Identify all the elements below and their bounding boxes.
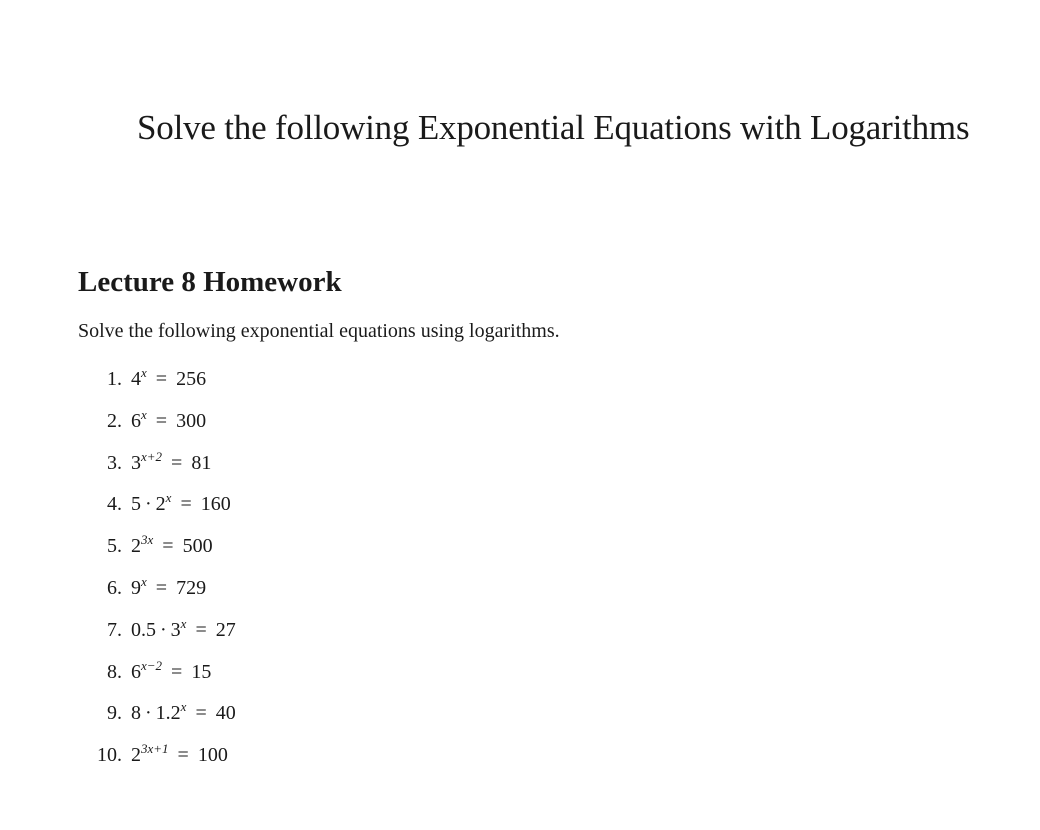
equation-rhs: 500: [182, 535, 213, 558]
instructions-text: Solve the following exponential equations using logarithms.: [78, 320, 560, 342]
equation-rhs: 81: [191, 451, 212, 474]
problem-number: 8.: [107, 660, 122, 683]
equation-rhs: 300: [176, 409, 207, 432]
problem-number: 3.: [107, 451, 122, 474]
problem-equation: [131, 448, 212, 475]
equation-exponent: x+2: [141, 448, 163, 464]
equation-coefficient: 8: [131, 702, 141, 725]
problem-equation: [131, 657, 212, 684]
equation-exponent: x: [180, 615, 187, 631]
equation-base: 2: [131, 535, 141, 558]
problem-number: 10.: [97, 744, 122, 767]
equation-exponent: x: [141, 365, 147, 380]
equals-sign: =: [157, 535, 179, 558]
equals-sign: =: [172, 744, 194, 767]
equals-sign: =: [150, 368, 173, 390]
problem-equation: [131, 532, 213, 558]
section-heading: Lecture 8 Homework: [78, 266, 342, 298]
problem-number: 9.: [107, 702, 122, 725]
equation-coefficient: 5: [131, 493, 141, 516]
equation-rhs: 256: [176, 368, 207, 390]
equation-rhs: 729: [176, 576, 207, 599]
equals-sign: =: [166, 660, 188, 683]
equation-base: 4: [131, 368, 141, 390]
equation-base: 1.2: [155, 702, 181, 725]
equals-sign: =: [190, 618, 212, 641]
equals-sign: =: [166, 451, 188, 474]
equation-base: 2: [131, 744, 141, 767]
problem-number: 2.: [107, 409, 122, 432]
equation-exponent: x: [180, 699, 187, 715]
problem-number: 6.: [107, 576, 122, 599]
equals-sign: =: [175, 493, 197, 516]
equation-coefficient: 0.5: [131, 618, 156, 641]
multiply-dot: ·: [160, 618, 167, 641]
problem-number: 1.: [107, 368, 122, 390]
problem-number: 7.: [107, 618, 122, 641]
equals-sign: =: [150, 576, 173, 599]
equation-exponent: 3x: [141, 532, 154, 548]
problem-equation: [131, 573, 207, 600]
equation-base: 3: [170, 618, 181, 641]
equation-rhs: 40: [215, 702, 236, 725]
equation-base: 6: [131, 409, 141, 432]
equation-rhs: 160: [200, 493, 231, 516]
equals-sign: =: [190, 702, 212, 725]
equals-sign: =: [150, 409, 173, 432]
multiply-dot: ·: [145, 702, 152, 725]
document-title: Solve the following Exponential Equations with Logarithms: [137, 108, 970, 147]
equation-rhs: 15: [191, 660, 212, 683]
problem-equation: [131, 741, 228, 767]
problem-number: 4.: [107, 493, 122, 516]
equation-exponent: x: [141, 406, 147, 422]
equation-base: 3: [131, 451, 141, 474]
problem-equation: [131, 699, 236, 725]
equation-exponent: x: [141, 573, 147, 589]
equation-base: 9: [131, 576, 141, 599]
problem-equation: [131, 490, 231, 516]
equation-rhs: 27: [215, 618, 236, 641]
problem-equation: [131, 365, 207, 391]
equation-exponent: x−2: [141, 657, 163, 673]
problem-equation: [131, 406, 207, 433]
multiply-dot: ·: [145, 493, 152, 516]
problem-number: 5.: [107, 535, 122, 558]
equation-exponent: 3x+1: [141, 741, 169, 757]
equation-exponent: x: [165, 490, 172, 506]
equation-base: 6: [131, 660, 141, 683]
equation-base: 2: [155, 493, 166, 516]
problem-equation: [131, 615, 236, 642]
equation-rhs: 100: [197, 744, 228, 767]
